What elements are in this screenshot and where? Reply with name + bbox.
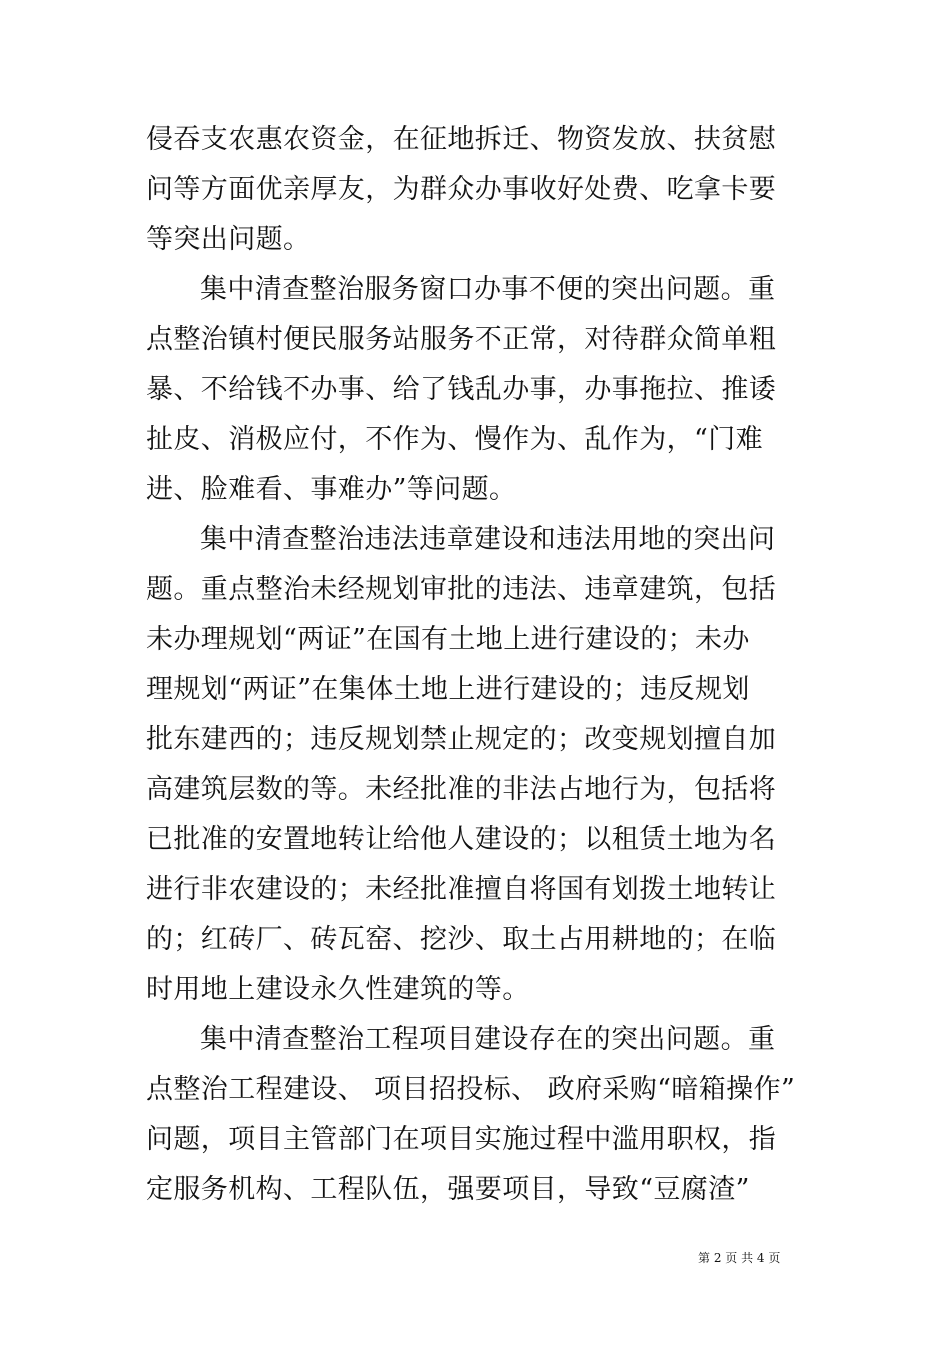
text-line: 问等方面优亲厚友，为群众办事收好处费、吃拿卡要 xyxy=(146,174,777,205)
text-line: 已批准的安置地转让给他人建设的；以租赁土地为名 xyxy=(146,824,777,855)
text-line: 进、脸难看、事难办”等问题。 xyxy=(146,474,517,505)
text-line: 问题，项目主管部门在项目实施过程中滥用职权，指 xyxy=(146,1124,777,1155)
text-line: 扯皮、消极应付，不作为、慢作为、乱作为，“门难 xyxy=(146,424,764,455)
text-line: 点整治工程建设、 项目招投标、 政府采购“暗箱操作” xyxy=(146,1074,796,1105)
text-line: 的；红砖厂、砖瓦窑、挖沙、取土占用耕地的；在临 xyxy=(146,924,777,955)
paragraph-first-line: 集中清查整治服务窗口办事不便的突出问题。重 xyxy=(200,274,776,305)
text-line: 等突出问题。 xyxy=(146,224,311,255)
text-line: 进行非农建设的；未经批准擅自将国有划拨土地转让 xyxy=(146,874,777,905)
paragraph-first-line: 集中清查整治工程项目建设存在的突出问题。重 xyxy=(200,1024,776,1055)
text-line: 理规划“两证”在集体土地上进行建设的；违反规划 xyxy=(146,674,750,705)
text-line: 侵吞支农惠农资金，在征地拆迁、物资发放、扶贫慰 xyxy=(146,124,777,155)
text-line: 高建筑层数的等。未经批准的非法占地行为，包括将 xyxy=(146,774,777,805)
text-line: 未办理规划“两证”在国有土地上进行建设的；未办 xyxy=(146,624,750,655)
text-line: 时用地上建设永久性建筑的等。 xyxy=(146,974,530,1005)
text-line: 点整治镇村便民服务站服务不正常，对待群众简单粗 xyxy=(146,324,777,355)
text-line: 定服务机构、工程队伍，强要项目，导致“豆腐渣” xyxy=(146,1174,750,1205)
text-line: 暴、不给钱不办事、给了钱乱办事，办事拖拉、推诿 xyxy=(146,374,777,405)
text-line: 批东建西的；违反规划禁止规定的；改变规划擅自加 xyxy=(146,724,777,755)
paragraph-first-line: 集中清查整治违法违章建设和违法用地的突出问 xyxy=(200,524,776,555)
text-line: 题。重点整治未经规划审批的违法、违章建筑，包括 xyxy=(146,574,777,605)
page-number-footer: 第 2 页 共 4 页 xyxy=(698,1251,781,1265)
